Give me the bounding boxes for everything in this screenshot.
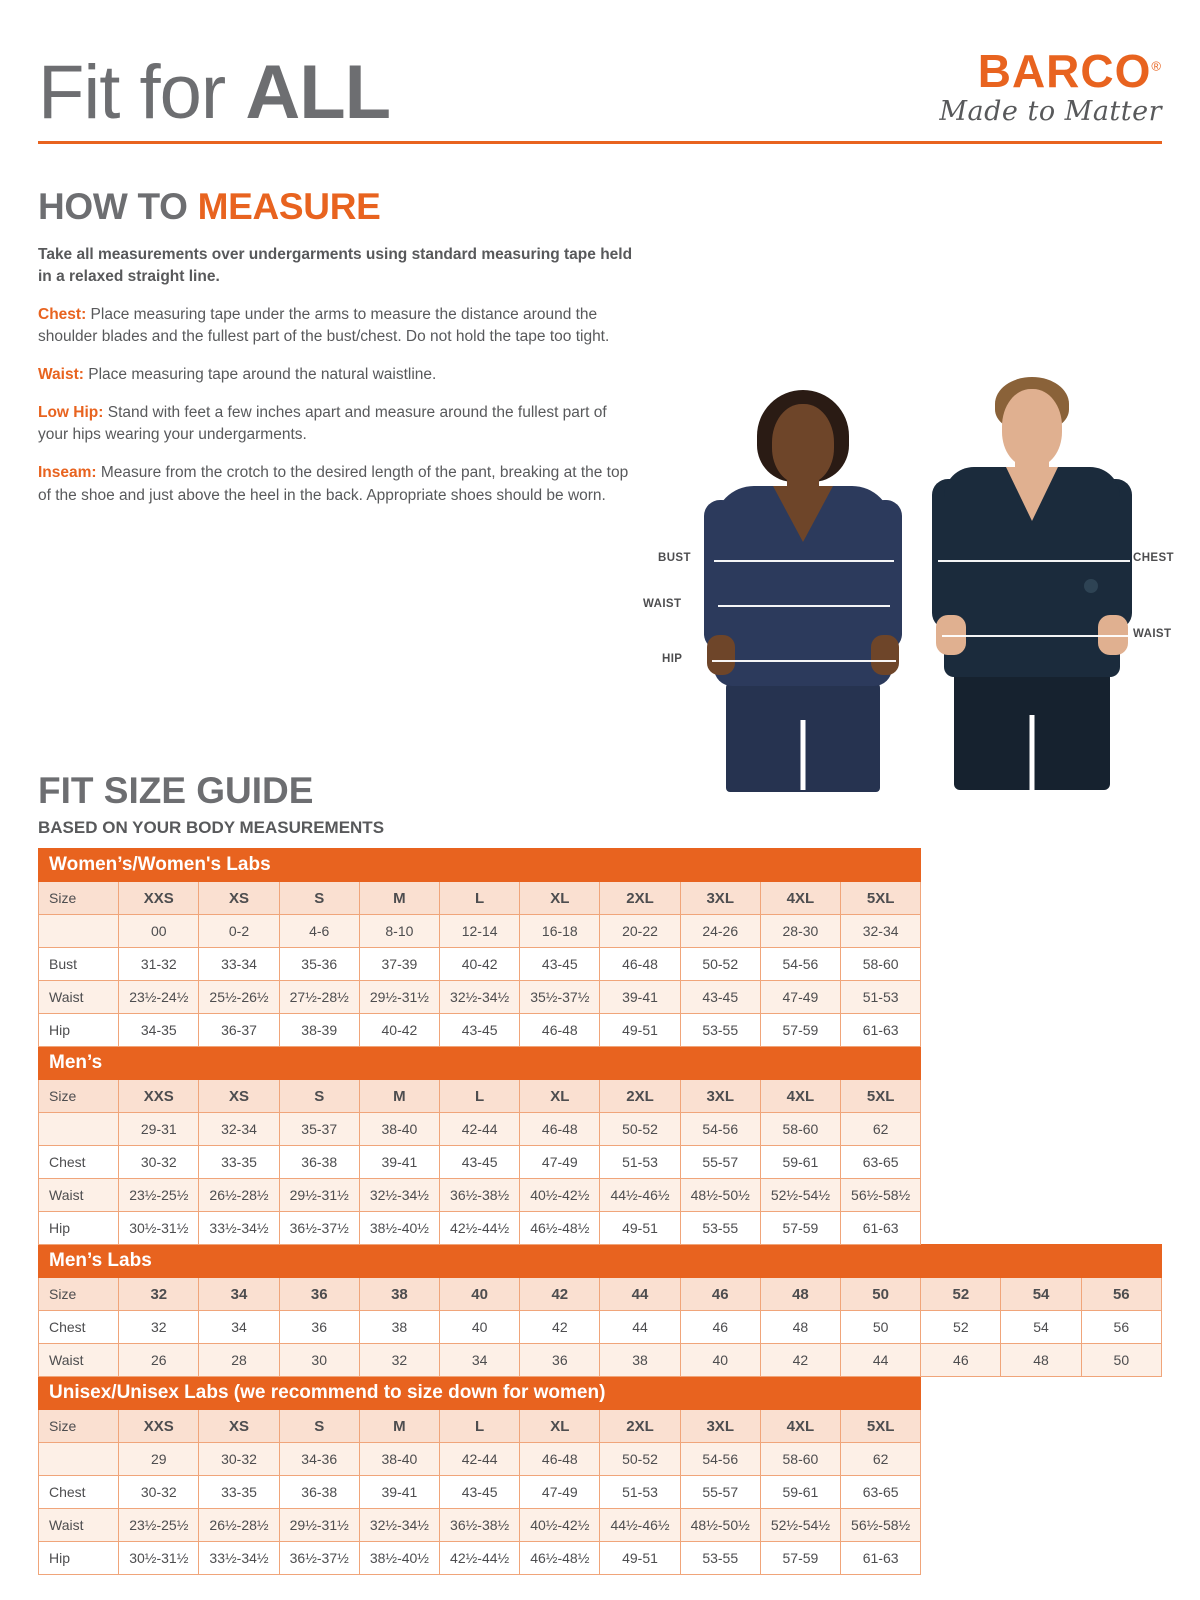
size-header-cell: 3XL (680, 1080, 760, 1113)
numeric-size-cell: 34-36 (279, 1443, 359, 1476)
measurement-cell: 54 (1001, 1311, 1081, 1344)
size-header-cell: 54 (1001, 1278, 1081, 1311)
measurement-cell: 38 (600, 1344, 680, 1377)
measurement-cell: 38½-40½ (359, 1542, 439, 1575)
numeric-size-cell: 42-44 (440, 1443, 520, 1476)
measurement-cell: 46½-48½ (520, 1212, 600, 1245)
female-model-figure (708, 390, 898, 790)
numeric-size-row (39, 915, 1162, 948)
measurement-cell: 40 (680, 1344, 760, 1377)
measurement-cell: 32 (119, 1311, 199, 1344)
waist-line-male (942, 635, 1128, 637)
numeric-size-cell: 46-48 (520, 1443, 600, 1476)
measure-item-waist-label: Waist: (38, 365, 84, 383)
measurement-cell: 30-32 (119, 1476, 199, 1509)
measurement-cell: 30½-31½ (119, 1542, 199, 1575)
measurement-cell: 39-41 (359, 1476, 439, 1509)
label-hip: HIP (662, 653, 683, 665)
size-header-cell: M (359, 1410, 439, 1443)
measurement-cell: 49-51 (600, 1542, 680, 1575)
female-hand-right (871, 635, 899, 675)
numeric-size-cell: 8-10 (359, 915, 439, 948)
brand-logo (939, 45, 1162, 131)
section-banner (39, 849, 1162, 882)
brand-tagline: Made to Matter (939, 96, 1162, 127)
measurement-cell: 49-51 (600, 1014, 680, 1047)
registered-mark: ® (1151, 58, 1162, 74)
measurement-cell: 23½-24½ (119, 981, 199, 1014)
size-header-cell: XL (520, 1410, 600, 1443)
measurement-cell: 40 (440, 1311, 520, 1344)
measurement-cell: 51-53 (600, 1476, 680, 1509)
measurement-cell: 52½-54½ (760, 1179, 840, 1212)
measurement-cell: 38½-40½ (359, 1212, 439, 1245)
measurement-cell: 56 (1081, 1311, 1161, 1344)
measurement-cell: 40½-42½ (520, 1509, 600, 1542)
page-header (38, 0, 1162, 135)
measurement-cell: 29½-31½ (279, 1509, 359, 1542)
table-row (39, 1542, 1162, 1575)
numeric-size-cell: 62 (841, 1443, 921, 1476)
size-header-cell: L (440, 1080, 520, 1113)
size-header-cell: 38 (359, 1278, 439, 1311)
row-label: Hip (39, 1542, 119, 1575)
row-label: Waist (39, 1344, 119, 1377)
measurement-cell: 49-51 (600, 1212, 680, 1245)
measurement-cell: 26½-28½ (199, 1179, 279, 1212)
measure-item-inseam-text: Measure from the crotch to the desired length of the pant, breaking at the top of the shoe and just above the heel in the back. Appropriate shoes should be worn. (38, 464, 629, 504)
numeric-size-cell: 42-44 (440, 1113, 520, 1146)
measurement-cell: 51-53 (600, 1146, 680, 1179)
how-to-measure-heading (38, 186, 638, 228)
male-v-neck (1006, 467, 1058, 521)
measurement-cell: 48 (760, 1311, 840, 1344)
heading-plain: HOW TO (38, 186, 198, 227)
size-header-cell: 3XL (680, 1410, 760, 1443)
measurement-cell: 35½-37½ (520, 981, 600, 1014)
measurement-cell: 36-38 (279, 1146, 359, 1179)
model-illustration (643, 370, 1174, 790)
measurement-cell: 48½-50½ (680, 1179, 760, 1212)
size-header-cell: 56 (1081, 1278, 1161, 1311)
numeric-size-cell: 32-34 (199, 1113, 279, 1146)
measurement-cell: 50 (841, 1311, 921, 1344)
measurement-cell: 55-57 (680, 1146, 760, 1179)
measurement-cell: 61-63 (841, 1014, 921, 1047)
numeric-size-cell: 54-56 (680, 1113, 760, 1146)
size-header-cell: XXS (119, 1080, 199, 1113)
size-header-cell: XXS (119, 1410, 199, 1443)
measurement-cell: 61-63 (841, 1212, 921, 1245)
measurement-cell: 48½-50½ (680, 1509, 760, 1542)
measurement-cell: 47-49 (520, 1476, 600, 1509)
size-header-cell: 3XL (680, 882, 760, 915)
measurement-cell: 38 (359, 1311, 439, 1344)
table-row (39, 1146, 1162, 1179)
size-header-cell: 34 (199, 1278, 279, 1311)
label-bust: BUST (658, 552, 691, 564)
measurement-cell: 43-45 (680, 981, 760, 1014)
label-chest: CHEST (1133, 552, 1174, 564)
measurement-cell: 57-59 (760, 1542, 840, 1575)
hip-line-female (712, 660, 896, 662)
measurement-cell: 42 (760, 1344, 840, 1377)
measurement-cell: 39-41 (600, 981, 680, 1014)
numeric-size-row (39, 1113, 1162, 1146)
measurement-cell: 30 (279, 1344, 359, 1377)
measurement-cell: 46-48 (600, 948, 680, 981)
male-chest-pocket (1084, 579, 1098, 593)
measure-item-chest (38, 304, 638, 349)
numeric-size-cell: 38-40 (359, 1113, 439, 1146)
label-waist-right: WAIST (1133, 628, 1172, 640)
size-header-cell: 5XL (841, 1080, 921, 1113)
measurement-cell: 56½-58½ (841, 1179, 921, 1212)
table-header-row (39, 1410, 1162, 1443)
size-header-cell: 50 (841, 1278, 921, 1311)
row-label (39, 1443, 119, 1476)
measurement-cell: 36½-37½ (279, 1542, 359, 1575)
measurement-cell: 53-55 (680, 1542, 760, 1575)
measure-item-waist (38, 364, 638, 386)
size-header-cell: L (440, 882, 520, 915)
size-header-cell: 32 (119, 1278, 199, 1311)
measurement-cell: 52 (921, 1311, 1001, 1344)
size-header-cell: 4XL (760, 1080, 840, 1113)
row-label: Waist (39, 981, 119, 1014)
measurement-cell: 34 (199, 1311, 279, 1344)
measure-item-low-hip-text: Stand with feet a few inches apart and measure around the fullest part of your hips wearing your undergarments. (38, 403, 607, 444)
size-header-cell: 42 (520, 1278, 600, 1311)
row-label: Hip (39, 1212, 119, 1245)
page-title-bold: ALL (245, 50, 391, 135)
numeric-size-cell: 28-30 (760, 915, 840, 948)
measurement-cell: 33½-34½ (199, 1212, 279, 1245)
page-title-light: Fit for (38, 50, 246, 135)
numeric-size-cell: 35-37 (279, 1113, 359, 1146)
measurement-cell: 37-39 (359, 948, 439, 981)
measurement-cell: 32½-34½ (440, 981, 520, 1014)
measurement-cell: 47-49 (520, 1146, 600, 1179)
measure-item-inseam-label: Inseam: (38, 464, 97, 482)
row-label (39, 915, 119, 948)
measurement-cell: 36 (279, 1311, 359, 1344)
measurement-cell: 56½-58½ (841, 1509, 921, 1542)
measurement-cell: 63-65 (841, 1146, 921, 1179)
numeric-size-cell: 58-60 (760, 1113, 840, 1146)
measurement-cell: 40-42 (359, 1014, 439, 1047)
measurement-cell: 36½-37½ (279, 1212, 359, 1245)
section-banner (39, 1377, 1162, 1410)
section-banner (39, 1245, 1162, 1278)
male-top (944, 467, 1120, 677)
measurement-cell: 43-45 (440, 1476, 520, 1509)
table-header-row (39, 882, 1162, 915)
size-header-cell: 5XL (841, 1410, 921, 1443)
measurement-cell: 28 (199, 1344, 279, 1377)
measure-item-low-hip-label: Low Hip: (38, 403, 104, 421)
measurement-cell: 34-35 (119, 1014, 199, 1047)
waist-line-female (718, 605, 890, 607)
fit-size-guide-subtitle: BASED ON YOUR BODY MEASUREMENTS (38, 818, 385, 838)
size-header-cell: XL (520, 882, 600, 915)
measurement-cell: 57-59 (760, 1014, 840, 1047)
brand-name (977, 45, 1162, 97)
female-hand-left (707, 635, 735, 675)
measure-intro: Take all measurements over undergarments using standard measuring tape held in a relaxed straight line. (38, 246, 633, 285)
size-guide-table (38, 848, 1162, 1575)
table-row (39, 1212, 1162, 1245)
numeric-size-cell: 24-26 (680, 915, 760, 948)
measurement-cell: 40-42 (440, 948, 520, 981)
section-banner-label: Men’s Labs (39, 1245, 1162, 1278)
row-label: Waist (39, 1509, 119, 1542)
size-header-cell: M (359, 1080, 439, 1113)
size-header-cell: S (279, 1080, 359, 1113)
measurement-cell: 35-36 (279, 948, 359, 981)
measurement-cell: 53-55 (680, 1212, 760, 1245)
label-waist-left: WAIST (643, 598, 682, 610)
male-model-figure (932, 375, 1132, 790)
size-header-cell: 2XL (600, 1410, 680, 1443)
measure-item-chest-label: Chest: (38, 305, 87, 323)
measurement-cell: 23½-25½ (119, 1179, 199, 1212)
measurement-cell: 61-63 (841, 1542, 921, 1575)
measurement-cell: 59-61 (760, 1476, 840, 1509)
section-banner-label: Unisex/Unisex Labs (we recommend to size down for women) (39, 1377, 921, 1410)
numeric-size-row (39, 1443, 1162, 1476)
size-header-cell: 2XL (600, 882, 680, 915)
size-label-cell: Size (39, 1410, 119, 1443)
measurement-cell: 46-48 (520, 1014, 600, 1047)
numeric-size-cell: 00 (119, 915, 199, 948)
size-header-cell: S (279, 1410, 359, 1443)
numeric-size-cell: 30-32 (199, 1443, 279, 1476)
bust-line (714, 560, 894, 562)
row-label: Chest (39, 1476, 119, 1509)
size-header-cell: 2XL (600, 1080, 680, 1113)
size-header-cell: XS (199, 1080, 279, 1113)
measurement-cell: 47-49 (760, 981, 840, 1014)
measurement-cell: 46 (921, 1344, 1001, 1377)
measurement-cell: 27½-28½ (279, 981, 359, 1014)
numeric-size-cell: 0-2 (199, 915, 279, 948)
measurement-cell: 46½-48½ (520, 1542, 600, 1575)
measurement-cell: 32½-34½ (359, 1509, 439, 1542)
size-header-cell: 40 (440, 1278, 520, 1311)
header-divider (38, 141, 1162, 144)
section-banner-label: Men’s (39, 1047, 921, 1080)
numeric-size-cell: 20-22 (600, 915, 680, 948)
size-header-cell: XL (520, 1080, 600, 1113)
measurement-cell: 44 (600, 1311, 680, 1344)
measurement-cell: 43-45 (440, 1014, 520, 1047)
size-header-cell: XS (199, 882, 279, 915)
measure-item-chest-text: Place measuring tape under the arms to measure the distance around the shoulder blades and the fullest part of the bust/chest. Do not hold the tape too tight. (38, 305, 610, 345)
measurement-cell: 36-37 (199, 1014, 279, 1047)
measurement-cell: 43-45 (440, 1146, 520, 1179)
measurement-cell: 36-38 (279, 1476, 359, 1509)
size-header-cell: XXS (119, 882, 199, 915)
measurement-cell: 48 (1001, 1344, 1081, 1377)
measurement-cell: 31-32 (119, 948, 199, 981)
measurement-cell: 55-57 (680, 1476, 760, 1509)
table-row (39, 948, 1162, 981)
measurement-cell: 52½-54½ (760, 1509, 840, 1542)
numeric-size-cell: 50-52 (600, 1113, 680, 1146)
heading-accent: MEASURE (197, 186, 381, 227)
measure-item-inseam (38, 462, 638, 507)
chest-line-male (938, 560, 1130, 562)
measurement-cell: 29½-31½ (279, 1179, 359, 1212)
measurement-cell: 59-61 (760, 1146, 840, 1179)
size-header-cell: L (440, 1410, 520, 1443)
table-header-row (39, 1080, 1162, 1113)
measurement-cell: 33½-34½ (199, 1542, 279, 1575)
female-v-neck (773, 486, 833, 542)
measurement-cell: 23½-25½ (119, 1509, 199, 1542)
measurement-cell: 58-60 (841, 948, 921, 981)
measure-item-waist-text: Place measuring tape around the natural waistline. (83, 365, 437, 383)
size-label-cell: Size (39, 1080, 119, 1113)
measurement-cell: 42½-44½ (440, 1212, 520, 1245)
measurement-cell: 50 (1081, 1344, 1161, 1377)
numeric-size-cell: 62 (841, 1113, 921, 1146)
section-banner-label: Women’s/Women's Labs (39, 849, 921, 882)
size-header-cell: M (359, 882, 439, 915)
measurement-cell: 36½-38½ (440, 1509, 520, 1542)
numeric-size-cell: 50-52 (600, 1443, 680, 1476)
measurement-cell: 51-53 (841, 981, 921, 1014)
numeric-size-cell: 32-34 (841, 915, 921, 948)
measurement-cell: 46 (680, 1311, 760, 1344)
measurement-cell: 54-56 (760, 948, 840, 981)
measurement-cell: 36 (520, 1344, 600, 1377)
measurement-cell: 33-35 (199, 1146, 279, 1179)
brand-name-text: BARCO (977, 45, 1152, 97)
measurement-cell: 40½-42½ (520, 1179, 600, 1212)
size-header-cell: 46 (680, 1278, 760, 1311)
measure-item-low-hip (38, 402, 638, 447)
measurement-cell: 42 (520, 1311, 600, 1344)
numeric-size-cell: 16-18 (520, 915, 600, 948)
measurement-cell: 29½-31½ (359, 981, 439, 1014)
numeric-size-cell: 29-31 (119, 1113, 199, 1146)
measurement-cell: 42½-44½ (440, 1542, 520, 1575)
measurement-cell: 39-41 (359, 1146, 439, 1179)
size-label-cell: Size (39, 1278, 119, 1311)
measurement-cell: 32½-34½ (359, 1179, 439, 1212)
size-header-cell: 36 (279, 1278, 359, 1311)
measurement-cell: 44 (841, 1344, 921, 1377)
size-header-cell: 5XL (841, 882, 921, 915)
measurement-cell: 38-39 (279, 1014, 359, 1047)
size-header-cell: 4XL (760, 1410, 840, 1443)
size-header-cell: 48 (760, 1278, 840, 1311)
table-header-row (39, 1278, 1162, 1311)
measurement-cell: 50-52 (680, 948, 760, 981)
size-header-cell: 52 (921, 1278, 1001, 1311)
male-leg-split (1030, 715, 1035, 790)
size-header-cell: S (279, 882, 359, 915)
row-label: Waist (39, 1179, 119, 1212)
numeric-size-cell: 38-40 (359, 1443, 439, 1476)
table-row (39, 1179, 1162, 1212)
measurement-cell: 25½-26½ (199, 981, 279, 1014)
measurement-cell: 30½-31½ (119, 1212, 199, 1245)
numeric-size-cell: 4-6 (279, 915, 359, 948)
size-header-cell: 4XL (760, 882, 840, 915)
numeric-size-cell: 29 (119, 1443, 199, 1476)
measurement-cell: 53-55 (680, 1014, 760, 1047)
table-row (39, 1476, 1162, 1509)
table-row (39, 1509, 1162, 1542)
row-label: Bust (39, 948, 119, 981)
measurement-cell: 44½-46½ (600, 1179, 680, 1212)
numeric-size-cell: 58-60 (760, 1443, 840, 1476)
numeric-size-cell: 12-14 (440, 915, 520, 948)
size-label-cell: Size (39, 882, 119, 915)
size-header-cell: 44 (600, 1278, 680, 1311)
female-top (714, 486, 892, 686)
table-row (39, 1311, 1162, 1344)
measurement-cell: 33-35 (199, 1476, 279, 1509)
row-label (39, 1113, 119, 1146)
measurement-cell: 26½-28½ (199, 1509, 279, 1542)
table-row (39, 1014, 1162, 1047)
measurement-cell: 57-59 (760, 1212, 840, 1245)
measurement-cell: 30-32 (119, 1146, 199, 1179)
page-title (38, 50, 391, 135)
table-row (39, 981, 1162, 1014)
measurement-cell: 44½-46½ (600, 1509, 680, 1542)
measurement-cell: 63-65 (841, 1476, 921, 1509)
measurement-cell: 26 (119, 1344, 199, 1377)
section-banner (39, 1047, 1162, 1080)
measurement-cell: 36½-38½ (440, 1179, 520, 1212)
table-row (39, 1344, 1162, 1377)
measurement-cell: 33-34 (199, 948, 279, 981)
female-leg-split (801, 720, 806, 790)
measurement-cell: 32 (359, 1344, 439, 1377)
row-label: Chest (39, 1146, 119, 1179)
size-header-cell: XS (199, 1410, 279, 1443)
numeric-size-cell: 46-48 (520, 1113, 600, 1146)
measurement-cell: 34 (440, 1344, 520, 1377)
row-label: Hip (39, 1014, 119, 1047)
fit-size-guide-title: FIT SIZE GUIDE (38, 770, 314, 812)
measurement-cell: 43-45 (520, 948, 600, 981)
row-label: Chest (39, 1311, 119, 1344)
numeric-size-cell: 54-56 (680, 1443, 760, 1476)
